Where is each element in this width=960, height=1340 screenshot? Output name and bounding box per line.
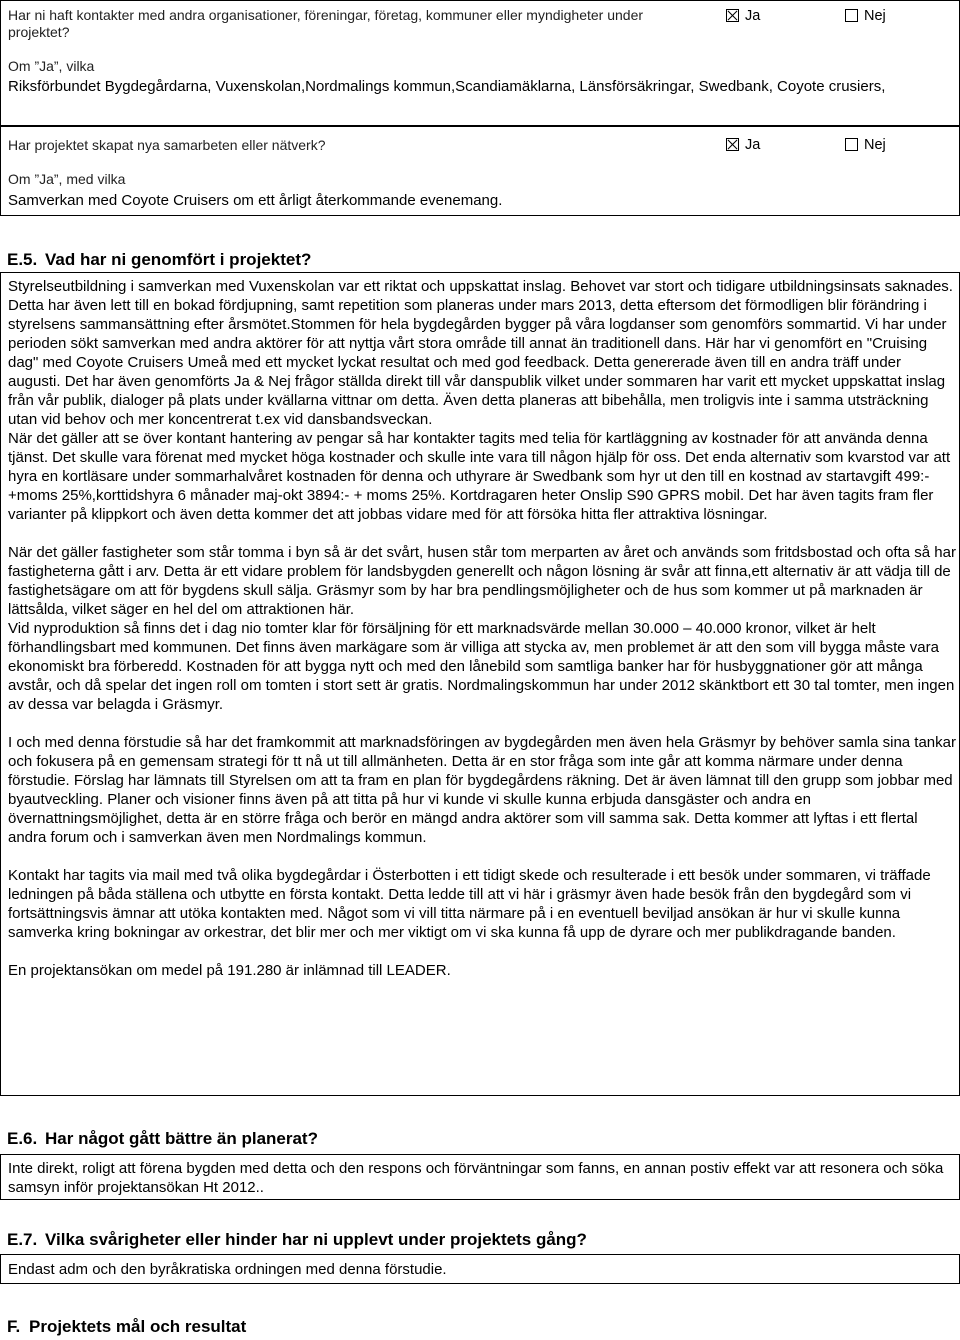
e6-answer-box	[0, 1154, 960, 1200]
contacts-yes-option[interactable]	[726, 8, 760, 25]
e5-title: Vad har ni genomfört i projektet?	[45, 250, 312, 269]
e5-heading	[7, 250, 311, 270]
networks-answer: Samverkan med Coyote Cruisers om ett årligt återkommande evenemang.	[8, 192, 503, 209]
e5-answer-text	[8, 277, 956, 999]
contacts-yes-checkbox[interactable]	[726, 9, 739, 22]
networks-no-option[interactable]	[845, 137, 886, 154]
e5-paragraph: I och med denna förstudie så har det framkommit att marknadsföringen av bygdegården men även hela Gräsmyr by behöver samla sina tankar och fokusera på en gemensam strategi för tt nå ut till allmänheten. Detta är en stor fråga som inte går att komma närmare under denna förstudie. Förslag har lämnats till Styrelsen om att ta fram en plan för bygdegårdens räkning. Det är även lämnat till den grupp som jobbar med byautveckling. Planer och visioner finns även på att titta på hur vi kunde vi skulle kunna erbjuda dansgäster och andra en övernattningsmöjlighet, detta är en större fråga och berör en mängd andra aktörer som vill samma sak. Detta kommer att lyftas i ett flertal andra forum och i samverkan även men Nordmalings kommun.	[8, 734, 956, 846]
networks-yes-label: Ja	[745, 137, 761, 153]
contacts-no-option[interactable]	[845, 8, 886, 25]
contacts-no-checkbox[interactable]	[845, 9, 858, 22]
e5-number: E.5.	[7, 250, 38, 269]
contacts-followup-label: Om ”Ja”, vilka	[8, 58, 95, 74]
contacts-section	[0, 0, 960, 126]
networks-yes-option[interactable]	[726, 137, 760, 154]
contacts-answer: Riksförbundet Bygdegårdarna, Vuxenskolan,Nordmalings kommun,Scandiamäklarna, Länsförsäkringar, Swedbank, Coyote crusiers,	[8, 78, 886, 95]
contacts-no-label: Nej	[864, 8, 886, 24]
e7-number: E.7.	[7, 1230, 38, 1249]
contacts-question: Har ni haft kontakter med andra organisationer, föreningar, företag, kommuner eller myndigheter under projektet?	[8, 7, 644, 40]
e7-heading	[7, 1230, 587, 1250]
e7-answer-box	[0, 1254, 960, 1284]
e5-paragraph: När det gäller att se över kontant hantering av pengar så har kontakter tagits med telia för kartläggning av kostnader för att använda denna tjänst. Det skulle vara förenat med mycket höga kostnader och skulle inte vara till någon hjälp för oss. Det enda alternativ som kvarstod var att hyra en kortläsare under sommarhalvåret kostnaden för denna och uthyrare är Swedbank som hyr ut den till en kostnad av startavgift 499:-+moms 25%,korttidshyra 6 månader maj-okt 3894:- + moms 25%. Kortdragaren heter Onslip S90 GPRS mobil. Det har även tagits fram fler varianter på klippkort och även detta kommer det att jobbas vidare med för att försöka hitta fler attraktiva lösningar.	[8, 430, 951, 523]
e5-paragraph: När det gäller fastigheter som står tomma i byn så är det svårt, husen står tom merparten av året och används som fritdsbostad och ofta så har fastigheterna gått i arv. Detta är ett vidare problem för landsbygden generellt och någon lösning är svår att finna,ett alternativ är att vädja till de fastighetsägare om att för bygdens skull sälja. Gräsmyr som by har bra pendlingsmöjligheter och de hus som kommer ut på marknaden är lättsålda, vilket säger en hel del om attraktionen här.	[8, 544, 956, 618]
e6-title: Har något gått bättre än planerat?	[45, 1129, 318, 1148]
e6-answer: Inte direkt, roligt att förena bygden med detta och den respons och förväntningar som fanns, en annan postiv effekt var att resonera och söka samsyn inför projektansökan Ht 2012..	[8, 1160, 944, 1196]
networks-yes-checkbox[interactable]	[726, 138, 739, 151]
networks-followup-label: Om ”Ja”, med vilka	[8, 171, 126, 187]
e7-title: Vilka svårigheter eller hinder har ni upplevt under projektets gång?	[45, 1230, 587, 1249]
networks-no-checkbox[interactable]	[845, 138, 858, 151]
e5-paragraph: Styrelseutbildning i samverkan med Vuxenskolan var ett riktat och uppskattat inslag. Behovet var stort och tidigare utbildningsinsats saknades. Detta har även lett till en bokad fördjupning, samt repetition som planeras under mars 2013, detta eftersom det förmodligen blir förändring i styrelsens sammansättning efter årsmötet.Stommen för hela bygdegården bygger på våra logdanser som genomförs sommartid. Vi har under perioden sökt samverkan med andra aktörer för att nyttja vårt stora område till annat än traditionell dans. Här har vi genomfört en "Cruising dag" med Coyote Cruisers Umeå med ett mycket lyckat resultat och med god feedback. Detta genererade även till en andra träff under augusti. Det har även genomförts Ja & Nej frågor ställda direkt till vår danspublik vilket under sommaren har varit ett mycket uppskattat inslag från vår publik, dialoger på plats under kvällarna vittnar om detta. Även detta planeras att bibehålla, men troligvis inte i samma utsträckning utan vid behov och mer koncentrerat t.ex vid dansbandsveckan.	[8, 278, 953, 428]
e7-answer: Endast adm och den byråkratiska ordningen med denna förstudie.	[8, 1261, 447, 1278]
e5-paragraph: Vid nyproduktion så finns det i dag nio tomter klar för försäljning för ett marknadsvärde mellan 30.000 – 40.000 kronor, vilket är helt förhandlingsbart med kommunen. Det finns även markägare som är villiga att stycka av, men problemet är att den som vill bygga måste vara ekonomiskt bra förberedd. Kostnaden för att bygga nytt och med den lånebild som samtliga banker har för husbyggnationer gör att många avstår, och då spelar det ingen roll om tomten i stort sett är gratis. Nordmalingskommun har under 2012 skänktbort ett 30 tal tomter, men ingen av dessa var belagda i Gräsmyr.	[8, 620, 955, 713]
e5-paragraph: En projektansökan om medel på 191.280 är inlämnad till LEADER.	[8, 962, 451, 979]
f-number: F.	[7, 1317, 21, 1336]
f-title: Projektets mål och resultat	[29, 1317, 247, 1336]
networks-question: Har projektet skapat nya samarbeten eller nätverk?	[8, 137, 326, 153]
f-heading	[7, 1317, 246, 1337]
e6-heading	[7, 1129, 318, 1149]
e6-number: E.6.	[7, 1129, 38, 1148]
e5-paragraph: Kontakt har tagits via mail med två olika bygdegårdar i Österbotten i ett tidigt skede och resulterade i ett besök under sommaren, vi träffade ledningen på båda ställena och utbytte en första kontakt. Detta ledde till att vi här i gräsmyr även hade besök från den bygdegård som vi fortsättningsvis ämnar att utöka kontakten med. Något som vi vill titta närmare på i en eventuell beviljad ansökan är hur vi skulle kunna samverka kring bokningar av orkestrar, det blir mer och mer viktigt om vi ska kunna få upp de dyrare och mer publikdragande banden.	[8, 867, 931, 941]
contacts-yes-label: Ja	[745, 8, 761, 24]
networks-no-label: Nej	[864, 137, 886, 153]
e5-answer-box	[0, 272, 960, 1096]
networks-section	[0, 126, 960, 216]
